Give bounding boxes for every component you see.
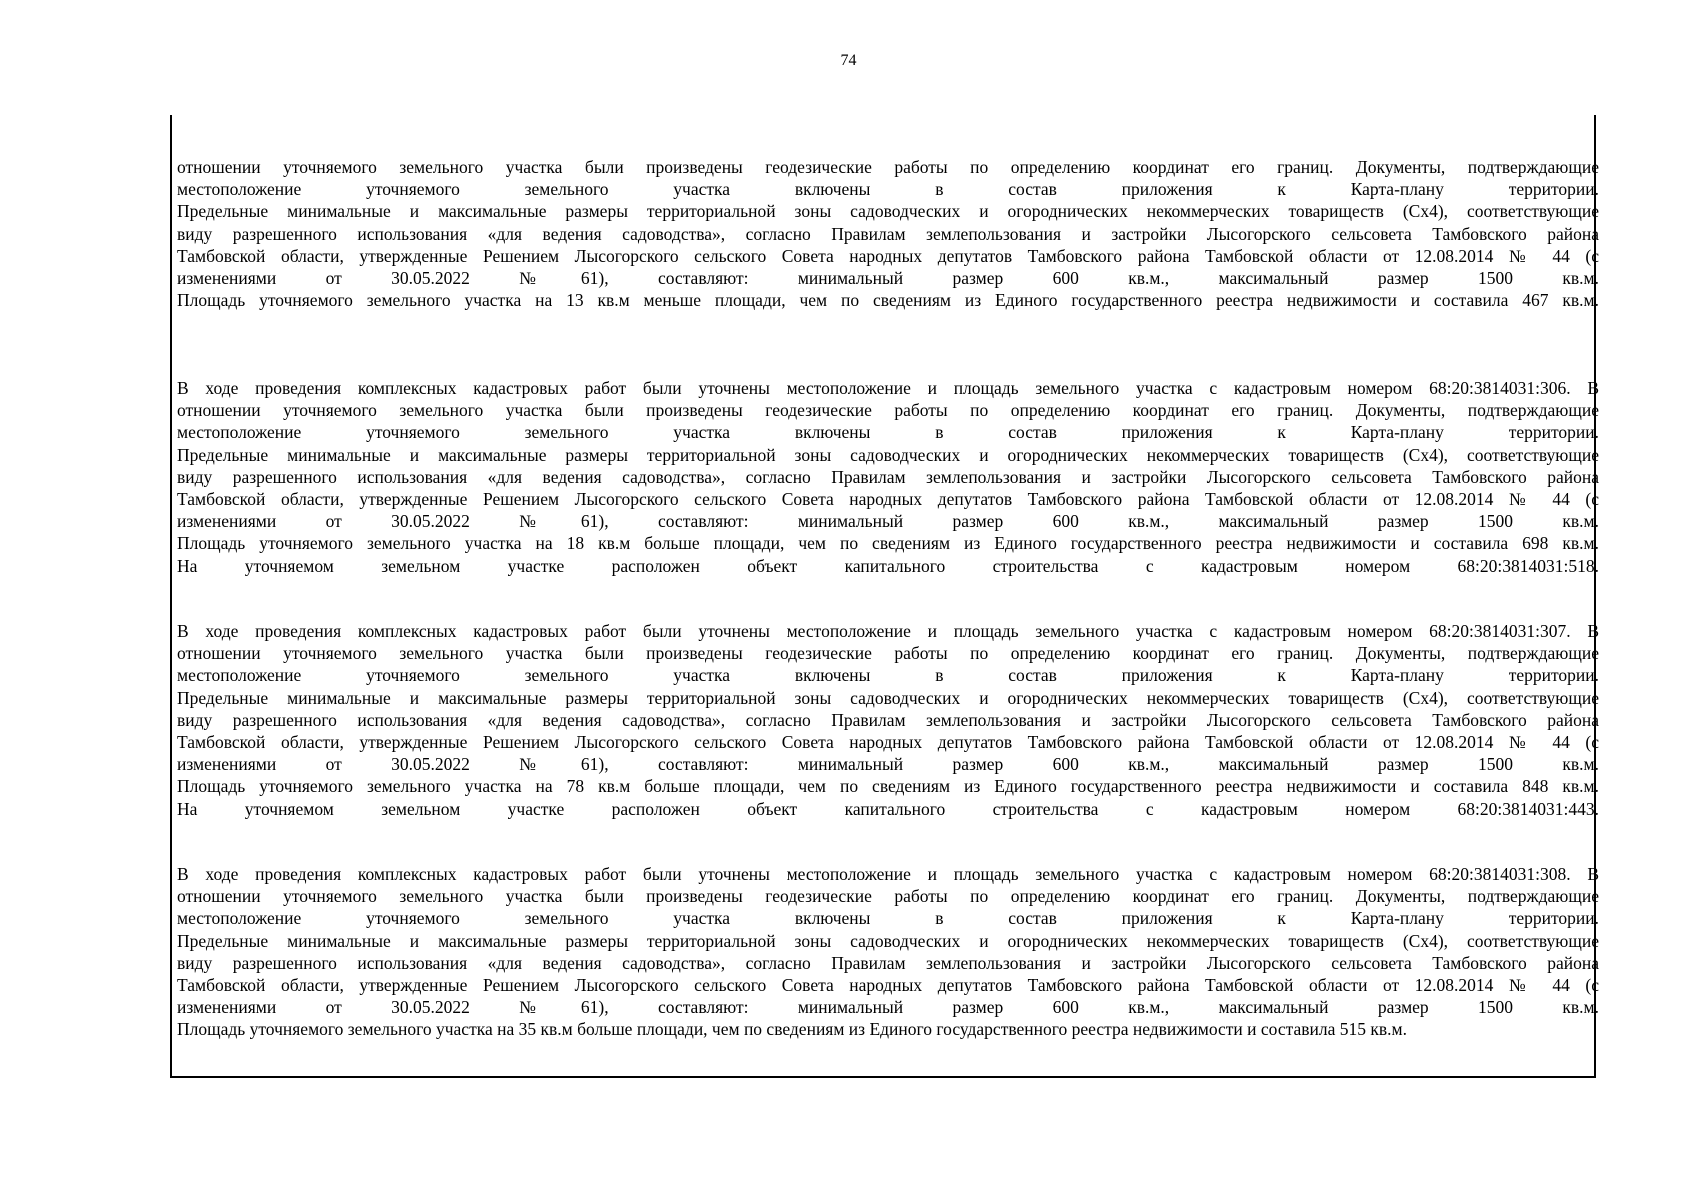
text-line: изменениями от 30.05.2022 №61), составляют: минимальный размер 600 кв.м., максимальный размер 1500 кв.м. [177, 997, 1599, 1018]
text-line: В ходе проведения комплексных кадастровых работ были уточнены местоположение и площадь земельного участка с кадастровым номером 68:20:3814031:306. В [177, 378, 1599, 398]
text-line: виду разрешенного использования «для ведения садоводства», согласно Правилам землепользования и застройки Лысогорского сельсовета Тамбовского района [177, 466, 1599, 487]
text-line: Площадь уточняемого земельного участка на 78 кв.м больше площади, чем по сведениям из Единого государственного реестра недвижимости и составила 848 кв.м. [177, 776, 1599, 797]
text-line: отношении уточняемого земельного участка были произведены геодезические работы по определению координат его границ. Документы, подтверждающие [177, 643, 1599, 664]
paragraph-4 [177, 863, 1599, 1041]
text-line: местоположение уточняемого земельного участка включены в состав приложения к Карта-плану территории. [177, 179, 1599, 200]
text-line: виду разрешенного использования «для ведения садоводства», согласно Правилам землепользования и застройки Лысогорского сельсовета Тамбовского района [177, 709, 1599, 730]
text-line: виду разрешенного использования «для ведения садоводства», согласно Правилам землепользования и застройки Лысогорского сельсовета Тамбовского района [177, 223, 1599, 244]
paragraph-1 [177, 156, 1599, 311]
text-line: В ходе проведения комплексных кадастровых работ были уточнены местоположение и площадь земельного участка с кадастровым номером 68:20:3814031:307. В [177, 621, 1599, 641]
text-line: виду разрешенного использования «для ведения садоводства», согласно Правилам землепользования и застройки Лысогорского сельсовета Тамбовского района [177, 952, 1599, 973]
page-number: 74 [840, 52, 857, 69]
text-line: Тамбовской области, утвержденные Решением Лысогорского сельского Совета народных депутатов Тамбовского района Тамбовской области от 12.08.2014 № 44 (с [177, 245, 1599, 266]
text-line: Тамбовской области, утвержденные Решением Лысогорского сельского Совета народных депутатов Тамбовского района Тамбовской области от 12.08.2014 № 44 (с [177, 974, 1599, 995]
text-line: В ходе проведения комплексных кадастровых работ были уточнены местоположение и площадь земельного участка с кадастровым номером 68:20:3814031:308. В [177, 864, 1599, 884]
text-line: местоположение уточняемого земельного участка включены в состав приложения к Карта-плану территории. [177, 665, 1599, 686]
text-line: изменениями от 30.05.2022 №61), составляют: минимальный размер 600 кв.м., максимальный размер 1500 кв.м. [177, 267, 1599, 288]
text-line: Предельные минимальные и максимальные размеры территориальной зоны садоводческих и огороднических некоммерческих товариществ (Сх4), соответствующие [177, 201, 1599, 222]
text-line: отношении уточняемого земельного участка были произведены геодезические работы по определению координат его границ. Документы, подтверждающие [177, 886, 1599, 907]
text-line: местоположение уточняемого земельного участка включены в состав приложения к Карта-плану территории. [177, 422, 1599, 443]
paragraph-2 [177, 377, 1599, 577]
text-line: Тамбовской области, утвержденные Решением Лысогорского сельского Совета народных депутатов Тамбовского района Тамбовской области от 12.08.2014 № 44 (с [177, 488, 1599, 509]
document-frame [170, 115, 1599, 1078]
text-line: Предельные минимальные и максимальные размеры территориальной зоны садоводческих и огороднических некоммерческих товариществ (Сх4), соответствующие [177, 930, 1599, 951]
text-line: отношении уточняемого земельного участка были произведены геодезические работы по определению координат его границ. Документы, подтверждающие [177, 157, 1599, 177]
text-line: Предельные минимальные и максимальные размеры территориальной зоны садоводческих и огороднических некоммерческих товариществ (Сх4), соответствующие [177, 444, 1599, 465]
text-line: местоположение уточняемого земельного участка включены в состав приложения к Карта-плану территории. [177, 908, 1599, 929]
text-line: Площадь уточняемого земельного участка на 35 кв.м больше площади, чем по сведениям из Единого государственного реестра недвижимости и составила 515 кв.м. [177, 1019, 1407, 1040]
text-line: изменениями от 30.05.2022 №61), составляют: минимальный размер 600 кв.м., максимальный размер 1500 кв.м. [177, 754, 1599, 775]
text-line: Площадь уточняемого земельного участка на 18 кв.м больше площади, чем по сведениям из Единого государственного реестра недвижимости и составила 698 кв.м. [177, 533, 1599, 554]
text-line: Площадь уточняемого земельного участка на 13 кв.м меньше площади, чем по сведениям из Единого государственного реестра недвижимости и составила 467 кв.м. [177, 290, 1599, 311]
text-line: На уточняемом земельном участке расположен объект капитального строительства с кадастровым номером 68:20:3814031:518. [177, 555, 1599, 576]
text-line: Тамбовской области, утвержденные Решением Лысогорского сельского Совета народных депутатов Тамбовского района Тамбовской области от 12.08.2014 № 44 (с [177, 731, 1599, 752]
text-line: На уточняемом земельном участке расположен объект капитального строительства с кадастровым номером 68:20:3814031:443. [177, 798, 1599, 819]
text-line: изменениями от 30.05.2022 №61), составляют: минимальный размер 600 кв.м., максимальный размер 1500 кв.м. [177, 511, 1599, 532]
text-line: Предельные минимальные и максимальные размеры территориальной зоны садоводческих и огороднических некоммерческих товариществ (Сх4), соответствующие [177, 687, 1599, 708]
text-line: отношении уточняемого земельного участка были произведены геодезические работы по определению координат его границ. Документы, подтверждающие [177, 400, 1599, 421]
paragraph-3 [177, 620, 1599, 820]
